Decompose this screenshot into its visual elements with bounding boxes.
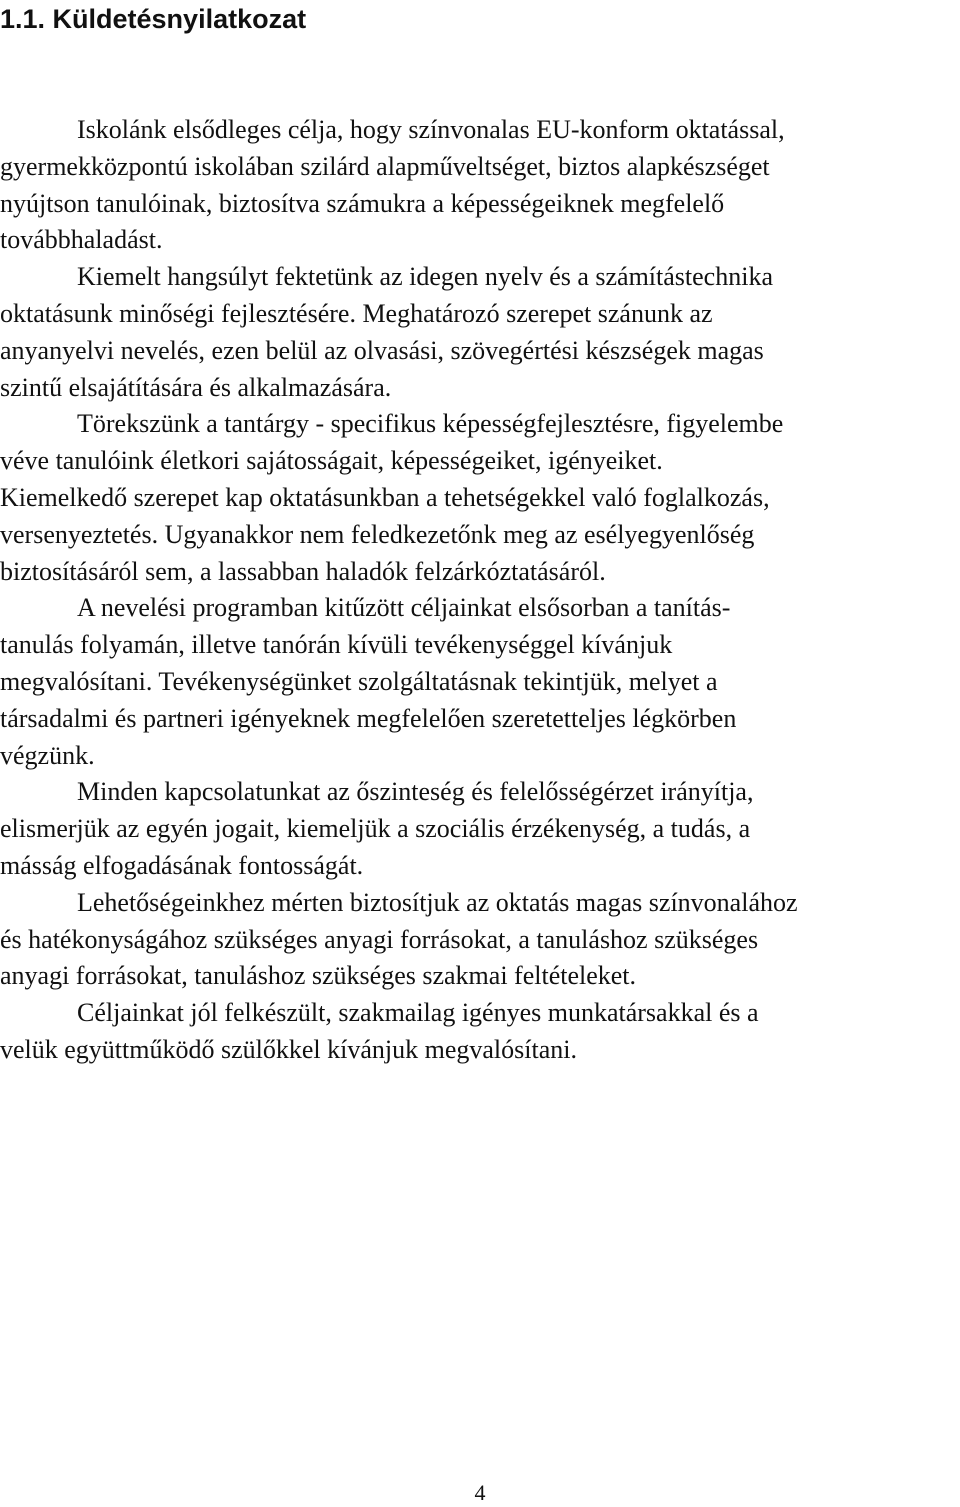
text-line: elismerjük az egyén jogait, kiemeljük a szociális érzékenység, a tudás, a [0, 814, 751, 844]
text-line: Lehetőségeinkhez mérten biztosítjuk az oktatás magas színvonalához [77, 887, 798, 917]
text-line: Minden kapcsolatunkat az őszinteség és felelősségérzet irányítja, [77, 777, 754, 807]
text-line: megvalósítani. Tevékenységünket szolgáltatásnak tekintjük, melyet a [0, 666, 718, 696]
text-line: nyújtson tanulóinak, biztosítva számukra a képességeiknek megfelelő [0, 188, 725, 218]
text-line: gyermekközpontú iskolában szilárd alapműveltséget, biztos alapkészséget [0, 151, 770, 181]
text-line: szintű elsajátítására és alkalmazására. [0, 372, 392, 402]
text-line: velük együttműködő szülőkkel kívánjuk megvalósítani. [0, 1034, 577, 1064]
mission-statement-body [0, 112, 960, 1069]
text-line: Céljainkat jól felkészült, szakmailag igényes munkatársakkal és a [77, 998, 759, 1028]
text-line: Iskolánk elsődleges célja, hogy színvonalas EU-konform oktatással, [77, 115, 785, 144]
text-line: versenyeztetés. Ugyanakkor nem feledkezetőnk meg az esélyegyenlőség [0, 519, 755, 549]
text-line: oktatásunk minőségi fejlesztésére. Meghatározó szerepet szánunk az [0, 298, 713, 328]
page-number: 4 [474, 1480, 486, 1505]
text-line: biztosításáról sem, a lassabban haladók felzárkóztatásáról. [0, 556, 606, 586]
text-line: végzünk. [0, 740, 95, 770]
text-line: tanulás folyamán, illetve tanórán kívüli tevékenységgel kívánjuk [0, 630, 673, 660]
text-line: anyagi forrásokat, tanuláshoz szükséges szakmai feltételeket. [0, 961, 637, 991]
text-line: Kiemelt hangsúlyt fektetünk az idegen nyelv és a számítástechnika [77, 262, 773, 292]
text-line: társadalmi és partneri igényeknek megfelelően szeretetteljes légkörben [0, 703, 737, 733]
text-line: Törekszünk a tantárgy - specifikus képességfejlesztésre, figyelembe [77, 409, 784, 439]
section-heading: 1.1. Küldetésnyilatkozat [0, 4, 307, 34]
text-line: és hatékonyságához szükséges anyagi forrásokat, a tanuláshoz szükséges [0, 924, 759, 954]
text-line: véve tanulóink életkori sajátosságait, képességeiket, igényeiket. [0, 446, 663, 476]
text-line: A nevelési programban kitűzött céljainkat elsősorban a tanítás- [77, 593, 731, 623]
text-line: továbbhaladást. [0, 225, 163, 255]
text-line: anyanyelvi nevelés, ezen belül az olvasási, szövegértési készségek magas [0, 335, 764, 365]
text-line: Kiemelkedő szerepet kap oktatásunkban a tehetségekkel való foglalkozás, [0, 482, 770, 512]
text-line: másság elfogadásának fontosságát. [0, 850, 364, 880]
